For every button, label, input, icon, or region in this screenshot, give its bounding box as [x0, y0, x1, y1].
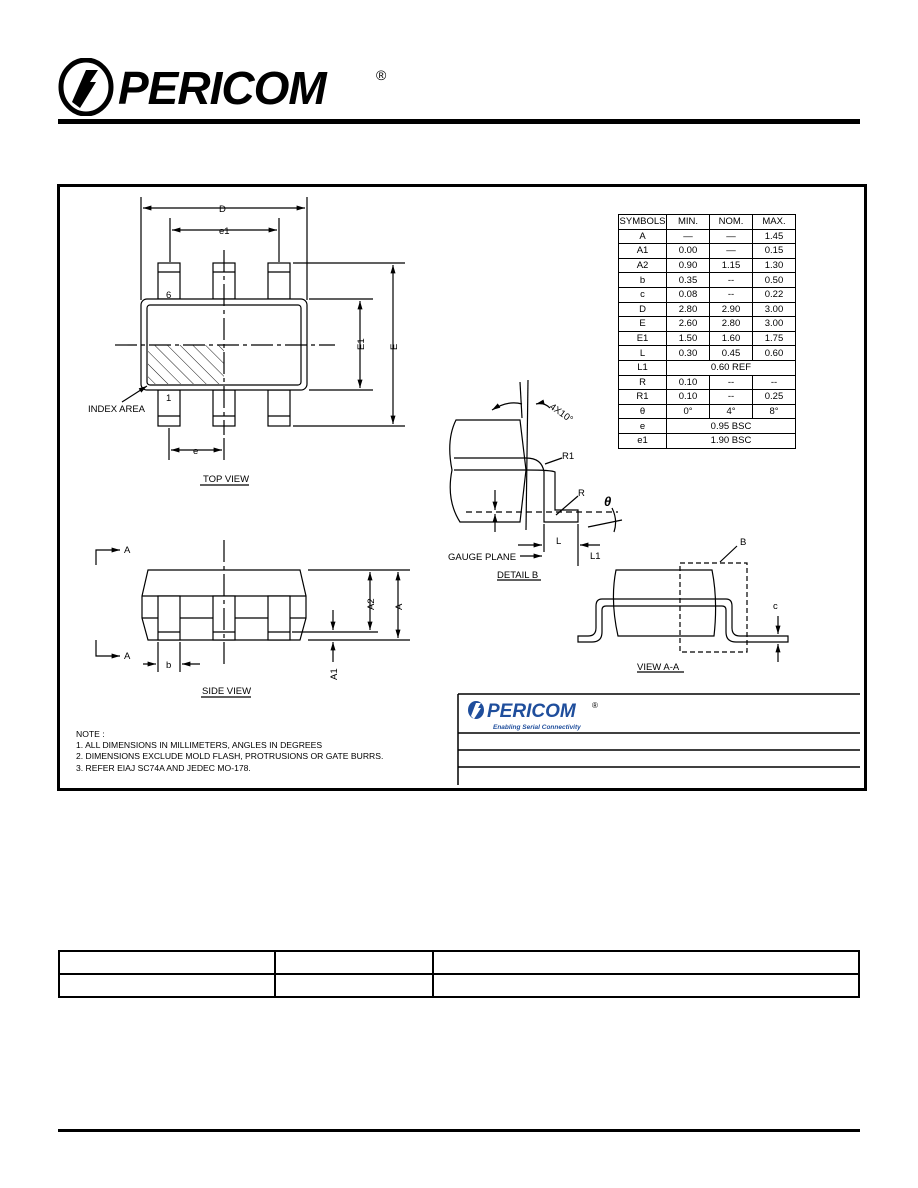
note-title: NOTE :	[76, 729, 105, 739]
table-cell	[433, 951, 859, 974]
table-cell: 0.10	[667, 375, 710, 390]
table-cell: --	[710, 273, 753, 288]
table-cell: --	[710, 390, 753, 405]
table-cell: e1	[619, 433, 667, 448]
table-cell: 2.80	[667, 302, 710, 317]
table-cell: 0.30	[667, 346, 710, 361]
table-cell: 0.08	[667, 287, 710, 302]
table-row	[619, 375, 796, 390]
label-D: D	[219, 204, 226, 215]
table-cell: 0.90	[667, 258, 710, 273]
table-cell	[275, 974, 433, 997]
view-aa	[578, 546, 788, 672]
table-cell: A2	[619, 258, 667, 273]
table-cell: 0°	[667, 404, 710, 419]
label-view-aa: VIEW A-A	[637, 662, 680, 673]
label-E: E	[389, 343, 400, 350]
label-c: c	[773, 601, 778, 612]
header-brand: PERICOM	[118, 62, 326, 114]
header-cell: NOM.	[710, 215, 753, 230]
table-cell: --	[710, 287, 753, 302]
table-cell: 1.15	[710, 258, 753, 273]
table-cell: A	[619, 229, 667, 244]
table-cell: 0.15	[753, 244, 796, 259]
table-cell: 0.45	[710, 346, 753, 361]
table-cell: 1.60	[710, 331, 753, 346]
table-cell: 0.22	[753, 287, 796, 302]
table-cell: θ	[619, 404, 667, 419]
note-2: 2. DIMENSIONS EXCLUDE MOLD FLASH, PROTRUSIONS OR GATE BURRS.	[76, 751, 384, 761]
table-cell: L1	[619, 360, 667, 375]
table-cell: A1	[619, 244, 667, 259]
table-cell: 1.75	[753, 331, 796, 346]
header-cell: MAX.	[753, 215, 796, 230]
table-cell: D	[619, 302, 667, 317]
footer-rule	[58, 1129, 860, 1132]
table-cell: 2.60	[667, 317, 710, 332]
table-cell: 0.25	[753, 390, 796, 405]
label-gauge-plane: GAUGE PLANE	[448, 552, 517, 563]
table-cell: —	[710, 229, 753, 244]
table-row	[619, 273, 796, 288]
label-pin6: 6	[166, 290, 172, 301]
table-cell: E	[619, 317, 667, 332]
title-block-logo	[468, 701, 598, 731]
table-cell: 1.90 BSC	[667, 433, 796, 448]
table-row	[619, 346, 796, 361]
table-cell: 3.00	[753, 302, 796, 317]
header-registered: ®	[376, 67, 387, 83]
table-row	[619, 404, 796, 419]
title-block-brand: PERICOM	[487, 701, 576, 722]
label-angle: 4X10°	[547, 401, 575, 426]
dimension-table-header	[619, 215, 796, 230]
side-label-a-bottom: A	[124, 651, 131, 662]
table-row	[619, 360, 796, 375]
table-row	[619, 390, 796, 405]
label-L: L	[556, 536, 562, 547]
table-cell: c	[619, 287, 667, 302]
dimension-table	[618, 214, 796, 449]
label-R: R	[578, 488, 585, 499]
table-cell: 0.60	[753, 346, 796, 361]
table-cell	[433, 974, 859, 997]
label-top-view: TOP VIEW	[203, 474, 250, 485]
table-row	[619, 331, 796, 346]
table-cell: 1.45	[753, 229, 796, 244]
label-B: B	[740, 537, 747, 548]
table-cell: L	[619, 346, 667, 361]
table-cell	[59, 951, 275, 974]
table-cell: 1.50	[667, 331, 710, 346]
detail-b	[450, 380, 622, 580]
table-cell: R	[619, 375, 667, 390]
table-cell: 0.50	[753, 273, 796, 288]
table-cell: 0.95 BSC	[667, 419, 796, 434]
table-row	[619, 229, 796, 244]
side-label-a-top: A	[124, 545, 131, 556]
table-cell: 8°	[753, 404, 796, 419]
revision-table	[58, 950, 860, 998]
label-e1: e1	[219, 226, 230, 237]
table-row	[619, 287, 796, 302]
label-L1: L1	[590, 551, 601, 562]
title-block-registered: ®	[592, 701, 598, 710]
table-cell: 4°	[710, 404, 753, 419]
table-row	[59, 974, 859, 997]
table-cell: 1.30	[753, 258, 796, 273]
table-row	[619, 258, 796, 273]
table-cell: b	[619, 273, 667, 288]
table-row	[619, 244, 796, 259]
table-cell	[59, 974, 275, 997]
label-theta: θ	[604, 494, 612, 509]
table-row	[619, 317, 796, 332]
label-pin1: 1	[166, 393, 172, 404]
table-cell: 0.10	[667, 390, 710, 405]
table-cell: 2.80	[710, 317, 753, 332]
table-cell: 0.35	[667, 273, 710, 288]
table-row	[619, 302, 796, 317]
label-A: A	[394, 603, 405, 610]
table-cell: e	[619, 419, 667, 434]
table-cell	[275, 951, 433, 974]
header-cell: MIN.	[667, 215, 710, 230]
table-cell: —	[710, 244, 753, 259]
title-block-tagline: Enabling Serial Connectivity	[493, 724, 581, 731]
label-detail-b: DETAIL B	[497, 570, 539, 581]
table-cell: 2.90	[710, 302, 753, 317]
label-R1: R1	[562, 451, 575, 462]
table-cell: --	[753, 375, 796, 390]
table-cell: 0.60 REF	[667, 360, 796, 375]
note-3: 3. REFER EIAJ SC74A AND JEDEC MO-178.	[76, 763, 251, 773]
table-cell: 0.00	[667, 244, 710, 259]
table-cell: R1	[619, 390, 667, 405]
table-cell: E1	[619, 331, 667, 346]
table-row	[619, 433, 796, 448]
table-row	[59, 951, 859, 974]
table-row	[619, 419, 796, 434]
table-cell: --	[710, 375, 753, 390]
notes	[76, 729, 383, 773]
table-cell: —	[667, 229, 710, 244]
side-view	[96, 540, 410, 697]
label-A1: A1	[329, 668, 340, 680]
label-side-view: SIDE VIEW	[202, 686, 252, 697]
header-cell: SYMBOLS	[619, 216, 666, 228]
label-A2: A2	[366, 598, 377, 610]
label-e: e	[193, 446, 199, 457]
table-cell: 3.00	[753, 317, 796, 332]
label-index-area: INDEX AREA	[88, 404, 146, 415]
label-E1: E1	[356, 338, 367, 350]
note-1: 1. ALL DIMENSIONS IN MILLIMETERS, ANGLES IN DEGREES	[76, 740, 323, 750]
label-b: b	[166, 660, 172, 671]
